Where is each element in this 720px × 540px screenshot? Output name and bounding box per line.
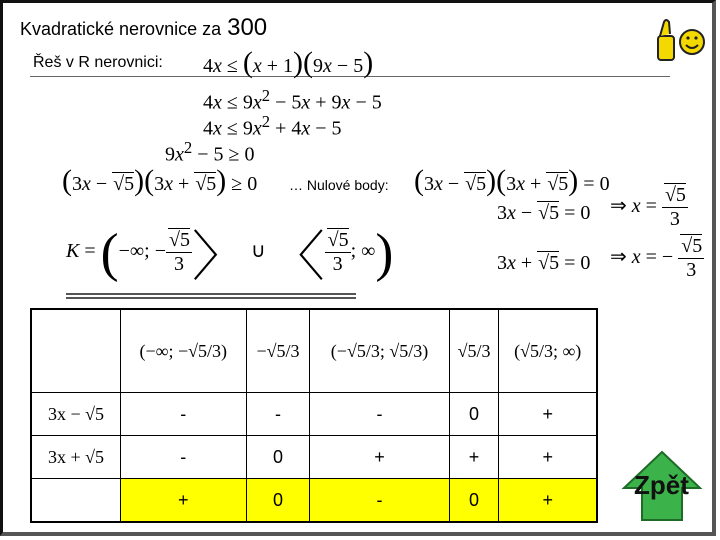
row-label: 3x − √5 — [31, 393, 121, 436]
row-label — [31, 479, 121, 523]
sign-cell: - — [246, 393, 310, 436]
table-corner — [31, 309, 121, 393]
back-button[interactable]: Zpět — [634, 470, 689, 500]
solution-set: K = (−∞; − $\frac{√5}{3}$ 〉 ∪ 〈 $\frac{√5}{3}$ ; ∞) — [66, 222, 394, 287]
sign-cell: 0 — [246, 436, 310, 479]
double-rule-bottom — [66, 297, 356, 299]
step-1: $4x \le 9x^2 - 5x + 9x - 5$ — [203, 86, 382, 114]
interval-header: (−√5/3; √5/3) — [310, 309, 449, 393]
table-row-result — [31, 479, 597, 523]
sign-cell: - — [310, 393, 449, 436]
step-3: $9x^2 - 5 \ge 0$ — [165, 138, 255, 166]
title-text: Kvadratické nerovnice za — [20, 19, 222, 39]
sign-cell: + — [449, 436, 499, 479]
table-header-row — [31, 309, 597, 393]
double-rule-top — [66, 293, 356, 295]
sign-cell: + — [499, 436, 597, 479]
interval-header: √5/3 — [449, 309, 499, 393]
step-factored: (3x − √5)(3x + √5) ≥ 0 — [62, 164, 258, 197]
sign-cell: - — [121, 436, 247, 479]
sign-cell: - — [121, 393, 247, 436]
sign-cell: 0 — [449, 393, 499, 436]
thumbs-up-smiley-icon — [650, 16, 708, 66]
inequality-original: 4x ≤ (x + 1)(9x − 5) — [203, 46, 374, 79]
table-row — [31, 436, 597, 479]
sign-cell: 0 — [449, 479, 499, 523]
root-2: ⇒ x = − $\frac{√5}{3}$ — [610, 235, 703, 281]
interval-header: (√5/3; ∞) — [499, 309, 597, 393]
root-1: ⇒ x = $\frac{√5}{3}$ — [610, 184, 686, 230]
sign-cell: - — [310, 479, 449, 523]
root-eq-1: 3x − √5 = 0 — [497, 202, 591, 224]
zero-product: (3x − √5)(3x + √5) = 0 — [414, 164, 610, 197]
sign-cell: + — [310, 436, 449, 479]
row-label: 3x + √5 — [31, 436, 121, 479]
sign-cell: + — [499, 479, 597, 523]
slide-title — [20, 14, 267, 42]
task-label: Řeš v R nerovnici: — [33, 54, 163, 71]
table-row — [31, 393, 597, 436]
sign-cell: + — [499, 393, 597, 436]
root-eq-2: 3x + √5 = 0 — [497, 252, 591, 274]
zero-points-label: … Nulové body: — [289, 177, 389, 193]
interval-header: (−∞; −√5/3) — [121, 309, 247, 393]
title-points: 300 — [227, 14, 268, 41]
sign-cell: 0 — [246, 479, 310, 523]
step-2: $4x \le 9x^2 + 4x - 5$ — [203, 112, 342, 140]
sign-cell: + — [121, 479, 247, 523]
interval-header: −√5/3 — [246, 309, 310, 393]
sign-table — [30, 308, 598, 523]
